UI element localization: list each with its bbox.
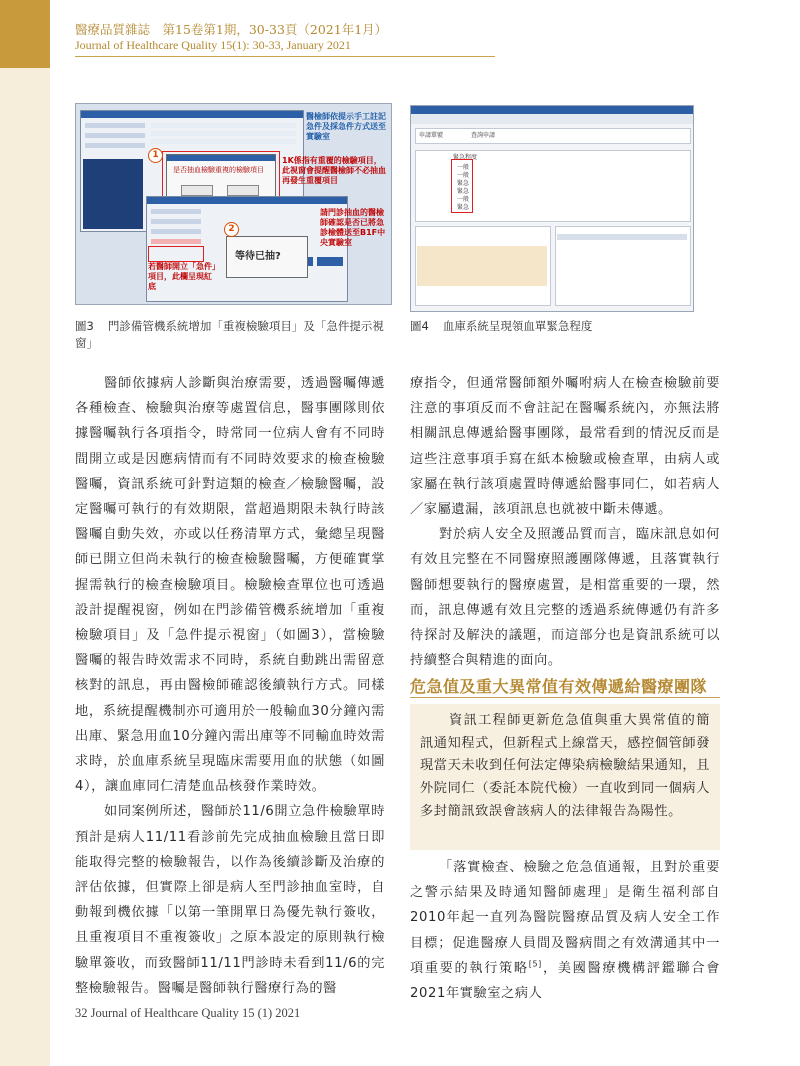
case-box-text: 資訊工程師更新危急值與重大異常值的簡訊通知程式，但新程式上線當天，感控個管師發現當天未收到任何法定傳染病檢驗結果通知，且外院同仁（委託本院代檢）一直收到同一個病人多封簡訊致誤會該病人的法律報告為陽性。 (420, 713, 710, 819)
fig3-callout-low: 請門診抽血的醫檢師確認是否已將急診檢體送至B1F中央實驗室 (320, 208, 386, 247)
fig3-badge-2: 2 (224, 222, 239, 237)
side-band (0, 0, 50, 1066)
figure-3-caption (75, 318, 385, 352)
section-rule (410, 697, 720, 698)
fig4-label-apply: 申請單號 (419, 132, 444, 139)
fig3-callout-top: 醫檢師依提示手工註記急件及採急件方式送至實驗室 (306, 112, 386, 141)
fig4-red-frame (451, 159, 473, 213)
fig3-callout-bottom: 若醫師開立「急件」項目，此欄呈現紅底 (148, 262, 216, 291)
fig4-label-query: 查詢申請 (471, 132, 496, 139)
right-column-after-box (410, 855, 720, 1006)
figure-3-title: 門診備管機系統增加「重複檢驗項目」及「急件提示視窗」 (75, 319, 384, 350)
fig4-urgency-4: 緊急 (457, 188, 470, 195)
section-title: 危急值及重大異常值有效傳遞給醫療團隊 (410, 677, 708, 696)
journal-title-zh: 醫療品質雜誌 第15卷第1期，30-33頁（2021年1月） (75, 22, 388, 37)
fig4-urgency-5: 一般 (457, 196, 470, 203)
left-column (75, 371, 385, 1001)
right-column (410, 371, 720, 673)
figure-4-image (410, 105, 694, 312)
case-box (410, 704, 720, 850)
fig4-urgency-1: 一般 (457, 164, 470, 171)
right-paragraph-2: 對於病人安全及照護品質而言，臨床訊息如何有效且完整在不同醫療照護團隊傳遞，且落實執行醫師想要執行的醫療處置，是相當重要的一環，然而，訊息傳遞有效且完整的透過系統傳遞仍有許多待探討及解決的議題，而這部分也是資訊系統可以持續整合與精進的面向。 (410, 527, 720, 669)
fig4-urgency-6: 緊急 (457, 204, 470, 211)
journal-title-en: Journal of Healthcare Quality 15(1): 30-33, January 2021 (75, 38, 351, 52)
figure-4-label: 圖4 (410, 319, 429, 333)
fig3-callout-mid: 1K係指有重覆的檢驗項目，此視窗會提醒醫檢師不必抽血再發生重覆項目 (282, 156, 386, 185)
fig3-red-frame-2 (148, 246, 204, 262)
fig4-urgency-3: 緊急 (457, 180, 470, 187)
right-paragraph-3-tail: ，美國醫療機構評鑑聯合會2021年實驗室之病人 (410, 960, 720, 1002)
fig3-dialog-wait (226, 236, 308, 278)
fig4-col-urgency: 緊急程度 (453, 154, 478, 161)
fig4-urgency-2: 一般 (457, 172, 470, 179)
right-paragraph-1: 療指令，但通常醫師額外囑咐病人在檢查檢驗前要注意的事項反而不會註記在醫囑系統內，亦無法將相關訊息傳遞給醫事團隊，最常看到的情況反而是這些注意事項手寫在紙本檢驗或檢查單，由病人或家屬在執行該項處置時傳遞給醫事同仁，如若病人／家屬遺漏，該項訊息也就被中斷未傳遞。 (410, 376, 720, 518)
journal-header (75, 22, 595, 57)
fig3-dialog1-text: 是否抽血檢驗重複的檢驗項目 (173, 166, 264, 174)
side-tab (0, 0, 50, 68)
figure-3-label: 圖3 (75, 319, 94, 333)
figure-4-caption (410, 318, 720, 335)
fig3-dialog2-text: 等待已抽? (235, 251, 281, 262)
header-rule (75, 56, 495, 57)
fig3-badge-1: 1 (148, 148, 163, 163)
left-paragraph-1: 醫師依據病人診斷與治療需要，透過醫囑傳遞各種檢查、檢驗與治療等處置信息，醫事團隊則依據醫囑執行各項指令，時常同一位病人會有不同時間開立或是因應病情而有不同時效要求的檢查檢驗醫囑，資訊系統可針對這類的檢查／檢驗醫囑，設定醫囑可執行的有效期限，當超過期限未執行時該醫囑自動失效，亦或以任務清單方式，彙總呈現醫師已開立但尚未執行的檢查檢驗醫囑，方便確實掌握需執行的檢查檢驗項目。檢驗檢查單位也可透過設計提醒視窗，例如在門診備管機系統增加「重複檢驗項目」及「急件提示視窗」（如圖3），當檢驗醫囑的報告時效需求不同時，系統自動跳出需留意核對的訊息，再由醫檢師確認後續執行方式。同樣地，系統提醒機制亦可適用於一般輸血30分鐘內需出庫、緊急用血10分鐘內需出庫等不同輸血時效需求時，於血庫系統呈現臨床需要用血的狀態（如圖4），讓血庫同仁清楚血品核發作業時效。 (75, 376, 385, 795)
right-paragraph-3-text: 「落實檢查、檢驗之危急值通報，且對於重要之警示結果及時通知醫師處理」是衛生福利部自2010年起一直列為醫院醫療品質及病人安全工作目標；促進醫療人員間及醫病間之有效溝通其中一項重要的執行策略 (410, 860, 720, 976)
figure-3-image (75, 103, 392, 305)
figure-4-title: 血庫系統呈現領血單緊急程度 (442, 319, 593, 333)
right-paragraph-3 (410, 855, 720, 1006)
page-footer: 32 Journal of Healthcare Quality 15 (1) 2021 (75, 1006, 301, 1020)
left-paragraph-2: 如同案例所述，醫師於11/6開立急件檢驗單時預計是病人11/11看診前先完成抽血檢驗且當日即能取得完整的檢驗報告，以作為後續診斷及治療的評估依據，但實際上卻是病人至門診抽血室時，自動報到機依據「以第一筆開單日為優先執行簽收，且重複項目不重複簽收」之原本設定的原則執行檢驗單簽收，而致醫師11/11門診時未看到11/6的完整檢驗報告。醫囑是醫師執行醫療行為的醫 (75, 804, 385, 996)
citation-5: [5] (528, 959, 542, 969)
